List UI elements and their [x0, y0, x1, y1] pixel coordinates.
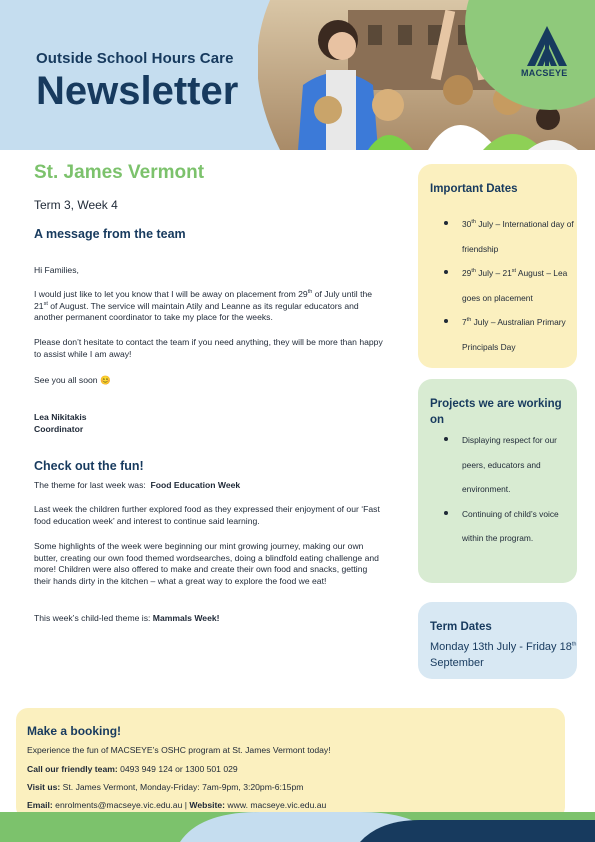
- message-heading: A message from the team: [34, 227, 186, 241]
- newsletter-title: Newsletter: [36, 69, 239, 113]
- booking-visit: Visit us: St. James Vermont, Monday-Friday: 7am-9pm, 3:20pm-6:15pm: [27, 782, 304, 792]
- theme-label: The theme for last week was:: [34, 480, 146, 490]
- list-item: Continuing of child’s voice within the program.: [462, 502, 577, 551]
- important-dates-card: [418, 164, 577, 368]
- photo-edge-curve: [240, 0, 300, 150]
- para1-part-b: of July until the 21: [34, 289, 373, 311]
- booking-box: [16, 708, 565, 819]
- para1-part-a: I would just like to let you know that I will be away on placement from 29: [34, 289, 308, 299]
- header-title-block: [36, 50, 238, 113]
- projects-list: [430, 428, 577, 551]
- list-item: Displaying respect for our peers, educators and environment.: [462, 428, 577, 502]
- newsletter-subtitle: Outside School Hours Care: [36, 50, 234, 67]
- projects-card: [418, 379, 577, 583]
- child-led-line: [34, 613, 386, 625]
- para1-sup-2: st: [43, 300, 48, 307]
- term-dates-title: Term Dates: [430, 621, 492, 633]
- bullet-icon: [444, 221, 448, 225]
- smile-emoji-icon: 😊: [99, 375, 111, 385]
- important-dates-list: [430, 212, 577, 359]
- bullet-icon: [444, 270, 448, 274]
- para1-part-c: of August. The service will maintain Atily and Leanne as its regular educators and another permanent coordinator to take my place for the weeks.: [34, 300, 359, 322]
- footer-color-strip: [0, 812, 595, 842]
- list-item: 30th July – International day of friendship: [462, 212, 577, 261]
- signature-role: Coordinator: [34, 424, 84, 434]
- term-week: Term 3, Week 4: [34, 198, 118, 212]
- term-dates-card: [418, 602, 577, 679]
- website-link[interactable]: www. macseye.vic.edu.au: [225, 800, 327, 810]
- bullet-icon: [444, 437, 448, 441]
- theme-line: [34, 480, 386, 492]
- message-paragraph-1: [34, 289, 386, 324]
- signature-name: Lea Nikitakis: [34, 412, 87, 422]
- theme-value: Food Education Week: [150, 480, 241, 490]
- bullet-icon: [444, 319, 448, 323]
- fun-paragraph-1: Last week the children further explored food as they expressed their enjoyment of our ‘Fast food education week’ and interest to continue said learning.: [34, 504, 380, 526]
- important-dates-title: Important Dates: [430, 183, 518, 195]
- see-you-text: See you all soon: [34, 375, 98, 385]
- header-banner: [0, 0, 595, 150]
- child-led-label: This week’s child-led theme is:: [34, 613, 151, 623]
- booking-title: Make a booking!: [27, 724, 122, 738]
- term-dates-text: Monday 13th July - Friday 18th September: [430, 641, 577, 669]
- booking-call: Call our friendly team: 0493 949 124 or 1300 501 029: [27, 764, 238, 774]
- email-link[interactable]: enrolments@macseye.vic.edu.au |: [52, 800, 190, 810]
- list-item: 7th July – Australian Primary Principals Day: [462, 310, 577, 359]
- para1-sup-1: th: [307, 289, 313, 296]
- booking-contact: Email: enrolments@macseye.vic.edu.au | Website: www. macseye.vic.edu.au: [27, 800, 327, 810]
- booking-intro: Experience the fun of MACSEYE’s OSHC program at St. James Vermont today!: [27, 745, 331, 755]
- school-name: St. James Vermont: [34, 162, 205, 183]
- brand-name: MACSEYE: [521, 68, 568, 78]
- list-item: 29th July – 21st August – Lea goes on placement: [462, 261, 577, 310]
- fun-heading: Check out the fun!: [34, 459, 144, 473]
- projects-title: Projects we are working on: [430, 398, 562, 426]
- greeting: Hi Families,: [34, 265, 79, 275]
- message-paragraph-3: [34, 375, 386, 387]
- bullet-icon: [444, 511, 448, 515]
- message-paragraph-2: Please don’t hesitate to contact the team if you need anything, they will be more than happy to assist while I am away!: [34, 337, 383, 359]
- child-led-value: Mammals Week!: [152, 613, 220, 623]
- fun-paragraph-2: Some highlights of the week were beginning our mint growing journey, making our own butter, creating our own food themed wordsearches, doing a blindfold eating challenge and more! Children were also offered to make and create their own food and snacks, getting their hands dirty in the kitchen – what a great way to explore the food we eat!: [34, 541, 379, 586]
